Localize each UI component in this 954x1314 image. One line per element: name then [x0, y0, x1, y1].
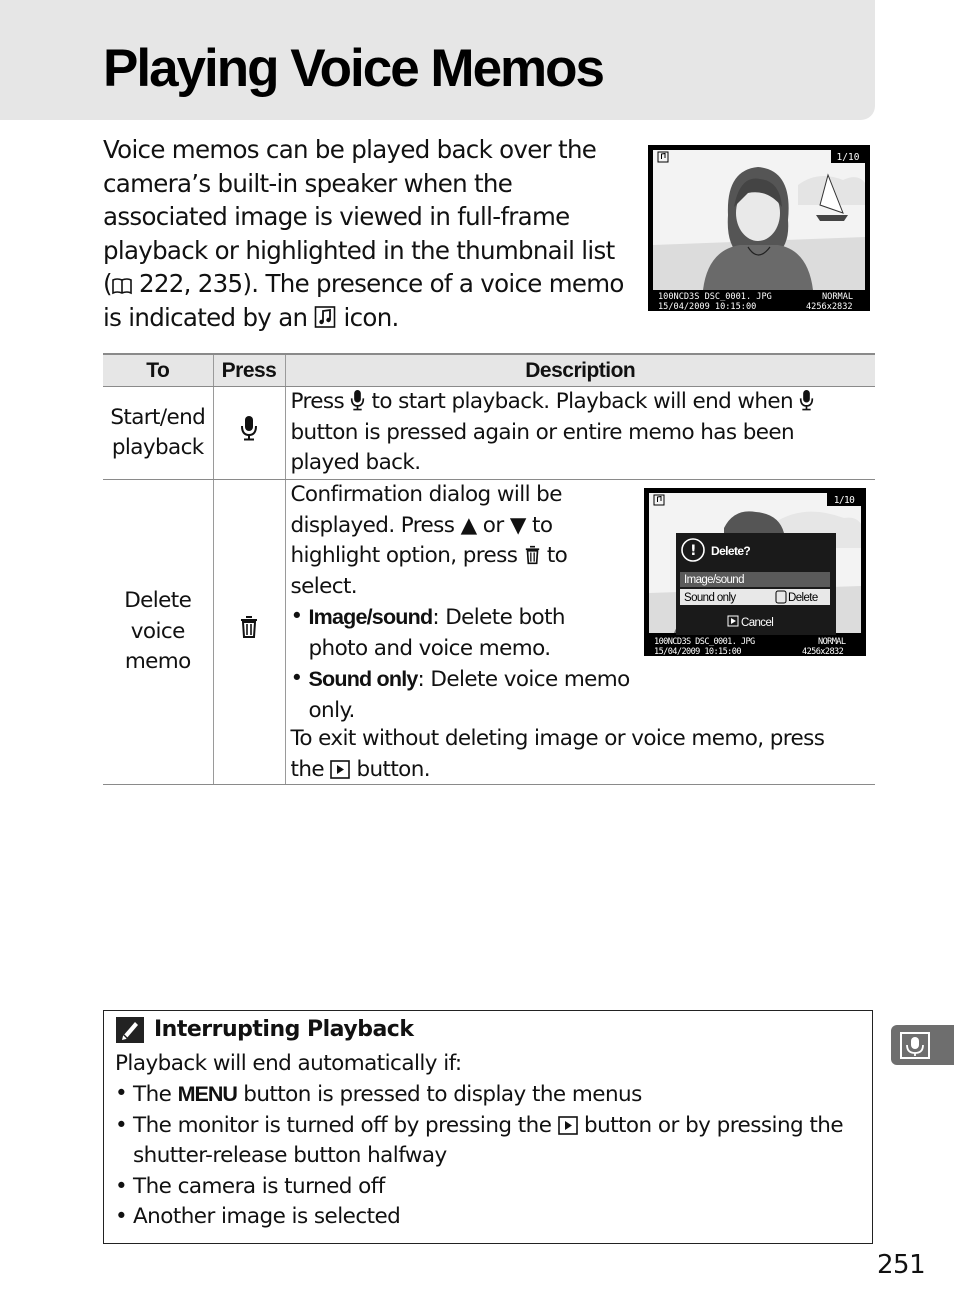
intro-text: icon. — [336, 302, 399, 332]
playback-chapter-icon — [891, 1025, 954, 1065]
item-text: Another image is selected — [133, 1204, 401, 1230]
page-number: 251 — [877, 1250, 926, 1280]
folder-file-name: 100NCD3S DSC_0001. JPG — [654, 637, 755, 647]
intro-paren: ( — [103, 269, 112, 299]
desc-text: button. — [350, 756, 431, 782]
microphone-icon — [350, 389, 365, 411]
desc-line — [291, 511, 631, 542]
image-quality: NORMAL — [818, 637, 846, 647]
cell-description — [285, 387, 875, 480]
intro-line — [103, 267, 628, 301]
trash-icon — [524, 545, 541, 565]
cell-text: playback — [111, 435, 204, 460]
bullet: • — [115, 1204, 128, 1230]
list-item — [115, 1172, 867, 1202]
cell-press — [213, 480, 285, 785]
desc-text: to start playback. Playback will end when — [365, 389, 800, 414]
table-header-row — [103, 354, 875, 387]
item-text: The — [133, 1082, 178, 1108]
intro-paragraph — [103, 133, 628, 335]
desc-text: highlight option, press — [290, 543, 524, 568]
intro-text: is indicated by an — [103, 302, 315, 332]
date-time: 15/04/2009 10:15:00 — [658, 302, 757, 311]
date-time: 15/04/2009 10:15:00 — [654, 647, 741, 656]
cell-text: Start/end — [110, 404, 206, 430]
header-description: Description — [285, 354, 875, 387]
option-label: Image/sound — [684, 574, 744, 586]
note-intro: Playback will end automatically if: — [115, 1051, 462, 1076]
desc-text: to — [525, 512, 553, 538]
list-item — [115, 1111, 867, 1172]
bullet: • — [290, 604, 303, 629]
list-item — [115, 1202, 867, 1232]
intro-line: playback or highlighted in the thumbnail list — [103, 235, 615, 265]
option-text: photo and voice memo. — [308, 635, 551, 661]
desc-line: button is pressed again or entire memo has been — [290, 419, 795, 445]
image-size: 4256x2832 — [806, 302, 853, 311]
item-text: shutter-release button halfway — [133, 1143, 447, 1169]
frame-counter: 1/10 — [836, 152, 860, 163]
delete-description — [286, 480, 876, 784]
list-item — [291, 664, 631, 726]
exit-instruction — [291, 724, 861, 785]
item-text: The monitor is turned off by pressing the — [133, 1112, 558, 1138]
desc-line: To exit without deleting image or voice memo, press — [290, 726, 825, 751]
image-size: 4256x2832 — [802, 647, 844, 656]
item-text: The camera is turned off — [133, 1173, 385, 1199]
option-label: Image/sound — [308, 605, 433, 629]
desc-line: played back. — [290, 450, 421, 475]
item-text: button is pressed to display the menus — [236, 1082, 642, 1108]
memo-controls-table — [103, 353, 875, 785]
cell-press — [213, 387, 285, 480]
cell-text: Delete — [124, 588, 192, 614]
note-icon — [116, 1017, 144, 1043]
bullet: • — [115, 1112, 128, 1138]
note-heading: Interrupting Playback — [154, 1017, 414, 1042]
table-row — [103, 387, 875, 480]
intro-line: camera’s built-in speaker when the — [103, 168, 513, 198]
playback-button-icon — [558, 1116, 578, 1135]
desc-line — [291, 387, 872, 418]
playback-button-icon — [330, 760, 350, 779]
option-text: : Delete both — [432, 605, 565, 630]
item-text: button or by pressing the — [577, 1112, 844, 1138]
book-reference-icon — [112, 277, 132, 295]
desc-text: the — [290, 756, 331, 782]
dialog-title: Delete? — [711, 544, 751, 558]
image-quality: NORMAL — [822, 292, 854, 302]
intro-line: associated image is viewed in full-frame — [103, 202, 570, 232]
down-arrow-icon: ▼ — [509, 512, 526, 538]
cell-description — [285, 480, 875, 785]
folder-file-name: 100NCD3S DSC_0001. JPG — [658, 292, 772, 302]
bullet: • — [290, 666, 303, 691]
intro-line — [103, 301, 628, 335]
microphone-icon — [799, 389, 814, 411]
desc-line — [291, 541, 631, 572]
trash-icon — [239, 615, 259, 639]
desc-text: Press — [290, 389, 351, 414]
cell-to — [103, 480, 213, 785]
chapter-tab — [891, 1025, 954, 1065]
note-list — [115, 1079, 867, 1232]
intro-page-refs: 222, 235). The presence of a voice memo — [131, 269, 624, 299]
cancel-label: Cancel — [741, 617, 774, 629]
list-item — [115, 1079, 867, 1110]
option-label: Sound only — [308, 667, 418, 691]
note-box — [103, 1010, 873, 1244]
note-body — [115, 1049, 867, 1232]
intro-line: Voice memos can be played back over the — [103, 135, 597, 164]
svg-text:!: ! — [690, 543, 696, 559]
camera-playback-screen — [648, 145, 870, 311]
option-text: : Delete voice memo — [417, 667, 630, 692]
bullet: • — [115, 1173, 128, 1199]
delete-label: Delete — [788, 592, 818, 604]
header-to: To — [103, 354, 213, 387]
desc-line: Confirmation dialog will be — [290, 482, 562, 507]
option-label: Sound only — [684, 592, 736, 604]
cell-text: voice — [130, 618, 185, 644]
desc-text: or — [476, 512, 510, 538]
page-title: Playing Voice Memos — [103, 39, 604, 98]
menu-button-label: MENU — [177, 1082, 237, 1107]
cell-text: memo — [124, 649, 191, 675]
frame-counter: 1/10 — [833, 495, 855, 506]
desc-line: select. — [290, 573, 358, 599]
table-row — [103, 480, 875, 785]
option-text: only. — [308, 697, 355, 723]
desc-text: displayed. Press — [290, 512, 461, 538]
list-item — [291, 602, 631, 664]
delete-dialog-screen — [644, 488, 866, 656]
desc-text: to — [540, 543, 568, 568]
voice-memo-icon — [314, 305, 336, 329]
bullet: • — [115, 1081, 128, 1107]
microphone-icon — [240, 415, 258, 441]
desc-line — [291, 755, 861, 786]
cell-to — [103, 387, 213, 480]
header-press: Press — [213, 354, 285, 387]
delete-text — [291, 480, 631, 726]
up-arrow-icon: ▲ — [460, 512, 477, 538]
